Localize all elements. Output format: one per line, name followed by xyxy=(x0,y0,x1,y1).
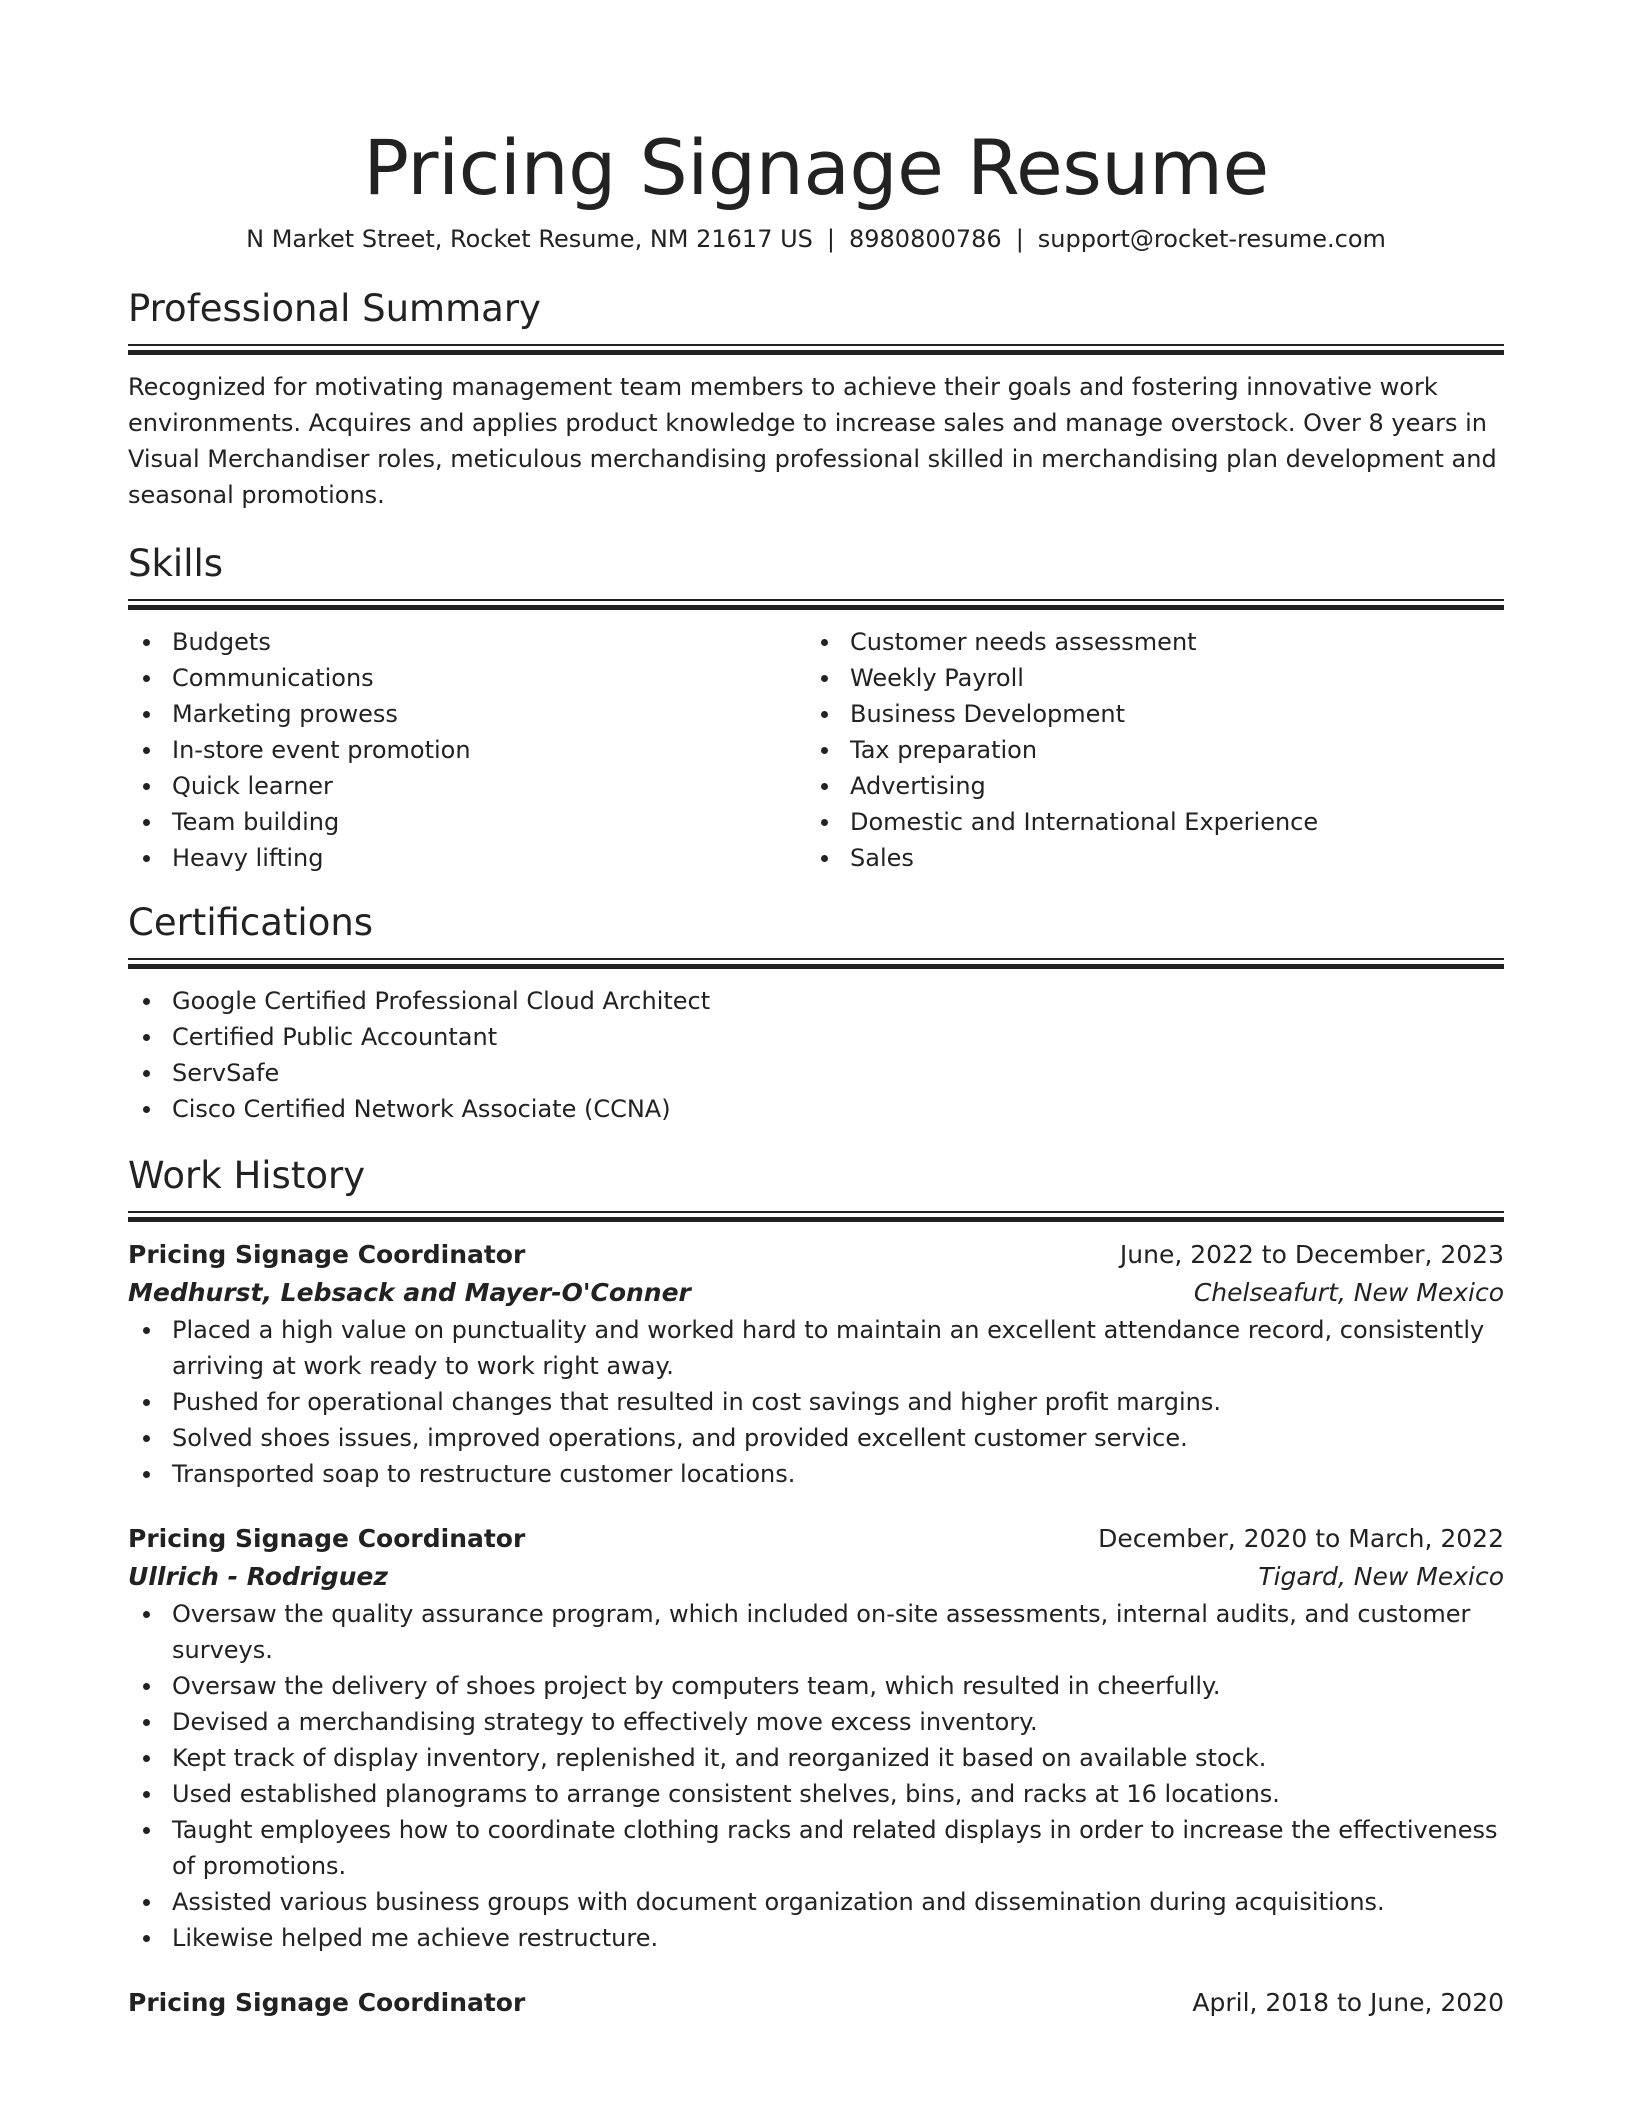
job-bullet: Devised a merchandising strategy to effectively move excess inventory. xyxy=(128,1704,1504,1740)
section-divider xyxy=(128,1211,1504,1222)
skills-list-right xyxy=(806,624,1484,876)
resume-page xyxy=(128,118,1504,2022)
certification-item: ServSafe xyxy=(128,1055,1504,1091)
job-title: Pricing Signage Coordinator xyxy=(128,1240,526,1269)
certification-item: Certified Public Accountant xyxy=(128,1019,1504,1055)
skills-list-left xyxy=(128,624,806,876)
skill-item: Advertising xyxy=(806,768,1484,804)
job-title-row xyxy=(128,1984,1504,2022)
skills-heading: Skills xyxy=(128,542,224,585)
section-divider xyxy=(128,958,1504,969)
job-bullet: Used established planograms to arrange consistent shelves, bins, and racks at 16 locations. xyxy=(128,1776,1504,1812)
job-bullet: Likewise helped me achieve restructure. xyxy=(128,1920,1504,1956)
skill-item: Quick learner xyxy=(128,768,806,804)
skills-section xyxy=(128,541,1504,876)
job-bullet: Solved shoes issues, improved operations, and provided excellent customer service. xyxy=(128,1420,1504,1456)
skill-item: Marketing prowess xyxy=(128,696,806,732)
job-company: Ullrich - Rodriguez xyxy=(128,1562,388,1591)
skill-item: Communications xyxy=(128,660,806,696)
job-entry xyxy=(128,1984,1504,2022)
job-bullet: Transported soap to restructure customer locations. xyxy=(128,1456,1504,1492)
contact-phone: 8980800786 xyxy=(848,225,1002,253)
job-bullets xyxy=(128,1596,1504,1956)
job-company-row xyxy=(128,1274,1504,1312)
job-dates: December, 2020 to March, 2022 xyxy=(1098,1524,1504,1553)
summary-section xyxy=(128,286,1504,513)
job-location: Chelseafurt, New Mexico xyxy=(1193,1278,1504,1307)
summary-heading: Professional Summary xyxy=(128,287,541,330)
skill-item: Team building xyxy=(128,804,806,840)
contact-separator: | xyxy=(826,225,835,253)
job-entry xyxy=(128,1236,1504,1492)
contact-email: support@rocket-resume.com xyxy=(1037,225,1386,253)
job-bullet: Oversaw the quality assurance program, which included on-site assessments, internal audits, and customer surveys. xyxy=(128,1596,1504,1668)
job-title-row xyxy=(128,1520,1504,1558)
resume-title: Pricing Signage Resume xyxy=(363,123,1269,212)
job-bullet: Placed a high value on punctuality and worked hard to maintain an excellent attendance record, consistently arriving at work ready to work right away. xyxy=(128,1312,1504,1384)
certifications-list xyxy=(128,983,1504,1127)
skill-item: Customer needs assessment xyxy=(806,624,1484,660)
job-bullets xyxy=(128,1312,1504,1492)
certification-item: Cisco Certified Network Associate (CCNA) xyxy=(128,1091,1504,1127)
contact-address: N Market Street, Rocket Resume, NM 21617 US xyxy=(246,225,813,253)
skill-item: Domestic and International Experience xyxy=(806,804,1484,840)
job-title-row xyxy=(128,1236,1504,1274)
skill-item: Weekly Payroll xyxy=(806,660,1484,696)
job-location: Tigard, New Mexico xyxy=(1258,1562,1504,1591)
work-history-section xyxy=(128,1153,1504,2022)
certifications-section xyxy=(128,900,1504,1127)
contact-separator: | xyxy=(1015,225,1024,253)
contact-line xyxy=(128,222,1504,256)
job-dates: April, 2018 to June, 2020 xyxy=(1192,1988,1504,2017)
job-title: Pricing Signage Coordinator xyxy=(128,1524,526,1553)
job-bullet: Assisted various business groups with document organization and dissemination during acquisitions. xyxy=(128,1884,1504,1920)
section-divider xyxy=(128,599,1504,610)
work-history-heading: Work History xyxy=(128,1154,366,1197)
job-dates: June, 2022 to December, 2023 xyxy=(1119,1240,1504,1269)
certification-item: Google Certified Professional Cloud Architect xyxy=(128,983,1504,1019)
skill-item: Business Development xyxy=(806,696,1484,732)
job-entry xyxy=(128,1520,1504,1956)
skill-item: Heavy lifting xyxy=(128,840,806,876)
skill-item: Tax preparation xyxy=(806,732,1484,768)
job-bullet: Kept track of display inventory, replenished it, and reorganized it based on available stock. xyxy=(128,1740,1504,1776)
summary-text: Recognized for motivating management team members to achieve their goals and fostering innovative work environments. Acquires and applies product knowledge to increase sales and manage overstock. Over 8 years in Visual Merchandiser roles, meticulous merchandising professional skilled in merchandising plan development and seasonal promotions. xyxy=(128,373,1497,509)
job-bullet: Taught employees how to coordinate clothing racks and related displays in order to increase the effectiveness of promotions. xyxy=(128,1812,1504,1884)
skills-grid xyxy=(128,624,1504,876)
job-title: Pricing Signage Coordinator xyxy=(128,1988,526,2017)
section-divider xyxy=(128,344,1504,355)
job-bullet: Oversaw the delivery of shoes project by computers team, which resulted in cheerfully. xyxy=(128,1668,1504,1704)
skill-item: Sales xyxy=(806,840,1484,876)
skill-item: In-store event promotion xyxy=(128,732,806,768)
job-company: Medhurst, Lebsack and Mayer-O'Conner xyxy=(128,1278,691,1307)
job-company-row xyxy=(128,1558,1504,1596)
skill-item: Budgets xyxy=(128,624,806,660)
certifications-heading: Certifications xyxy=(128,901,374,944)
job-bullet: Pushed for operational changes that resulted in cost savings and higher profit margins. xyxy=(128,1384,1504,1420)
